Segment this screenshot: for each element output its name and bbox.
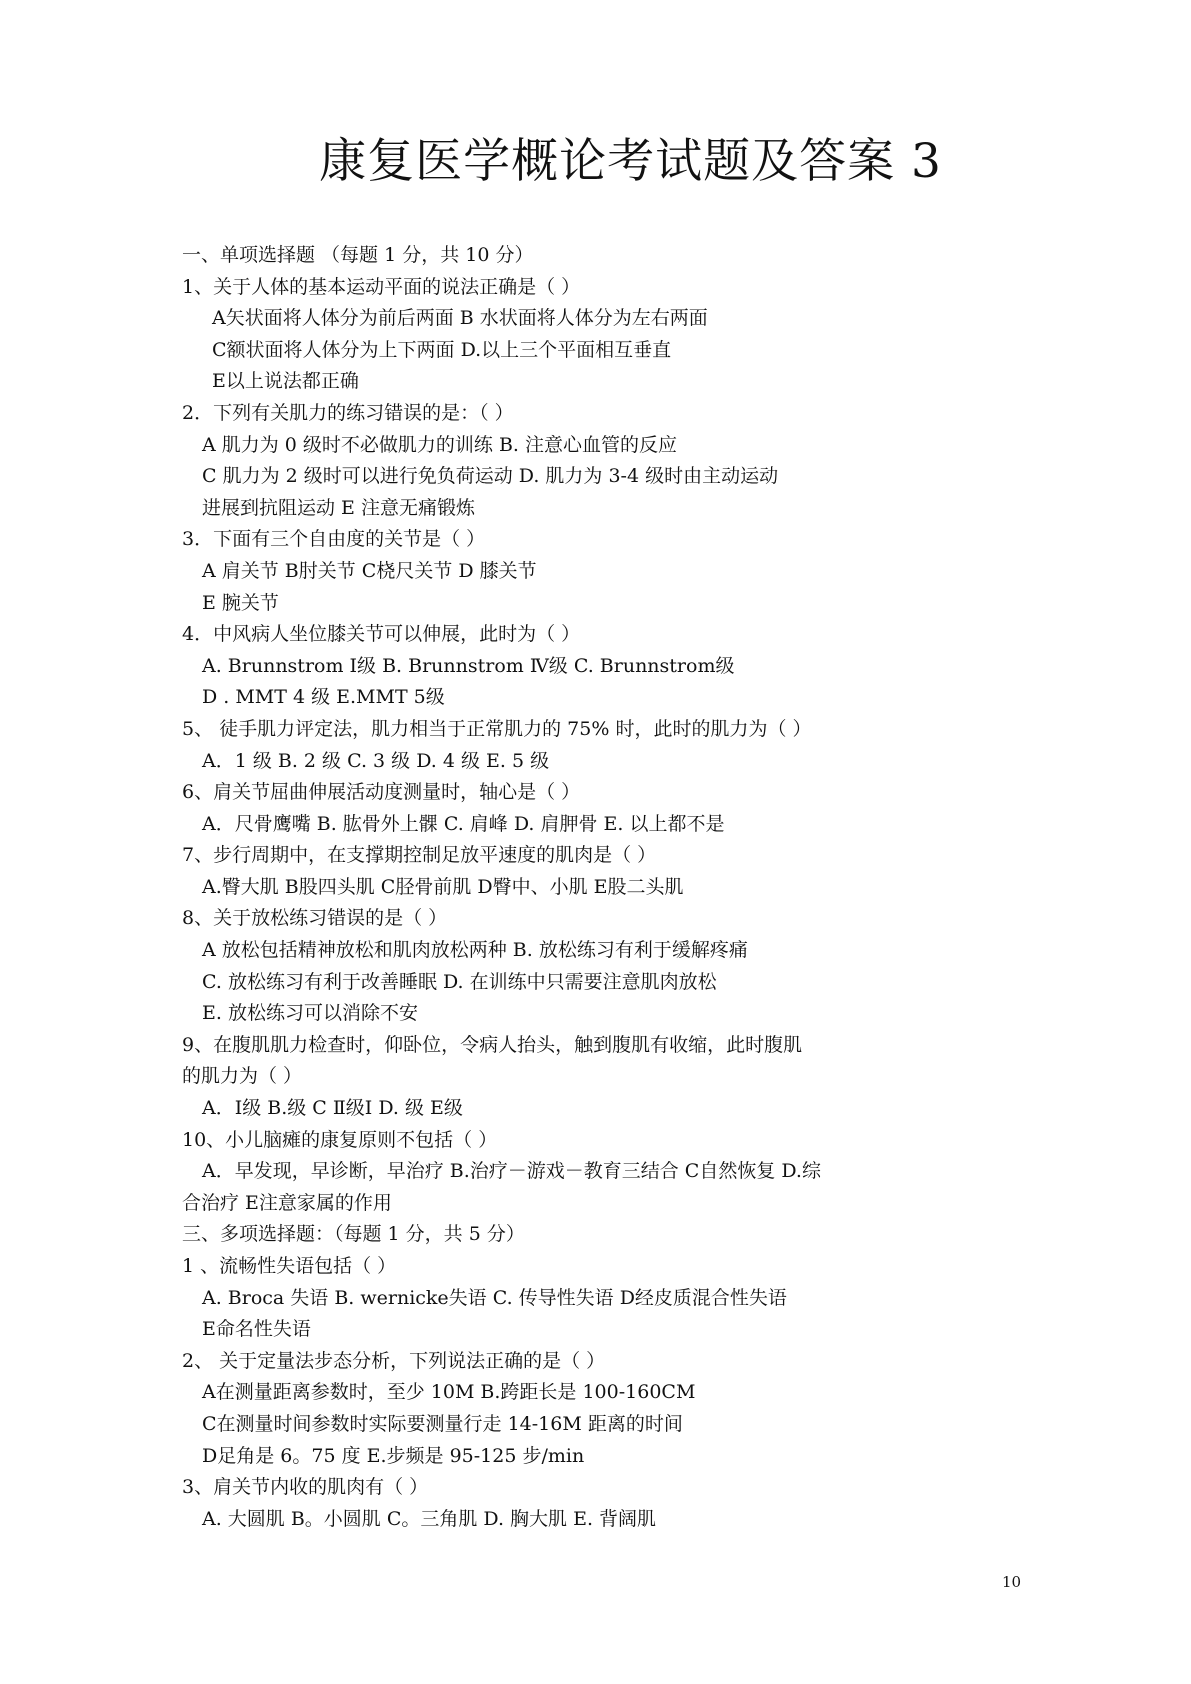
text-line: E以上说法都正确 <box>212 370 359 393</box>
text-line: C额状面将人体分为上下两面 D.以上三个平面相互垂直 <box>212 338 672 361</box>
text-line: A. Brunnstrom Ⅰ级 B. Brunnstrom Ⅳ级 C. Brunnstrom级 <box>202 654 735 677</box>
text-line: E命名性失语 <box>202 1318 311 1341</box>
text-line: 8、关于放松练习错误的是（ ） <box>182 907 448 930</box>
text-line: A．早发现，早诊断，早治疗 B.治疗－游戏－教育三结合 C自然恢复 D.综 <box>202 1160 821 1183</box>
text-line: A．Ⅰ级 B.级 C Ⅱ级Ⅰ D. 级 E级 <box>202 1097 463 1120</box>
text-line: A 放松包括精神放松和肌肉放松两种 B. 放松练习有利于缓解疼痛 <box>202 939 748 962</box>
page-title: 康复医学概论考试题及答案 3 <box>319 134 942 189</box>
text-line: 10、小儿脑瘫的康复原则不包括（ ） <box>182 1128 498 1151</box>
text-line: C. 放松练习有利于改善睡眠 D. 在训练中只需要注意肌肉放松 <box>202 970 717 993</box>
page-number: 10 <box>1002 1573 1022 1591</box>
text-line: A. 大圆肌 B。小圆肌 C。三角肌 D. 胸大肌 E. 背阔肌 <box>202 1507 657 1530</box>
text-line: 3、肩关节内收的肌肉有（ ） <box>182 1476 429 1499</box>
text-line: 2、 关于定量法步态分析，下列说法正确的是（ ） <box>182 1349 606 1372</box>
text-line: 9、在腹肌肌力检查时，仰卧位，令病人抬头，触到腹肌有收缩，此时腹肌 <box>182 1033 803 1056</box>
text-line: A.臀大肌 B股四头肌 C胫骨前肌 D臀中、小肌 E股二头肌 <box>202 875 684 898</box>
text-line: 进展到抗阻运动 E 注意无痛锻炼 <box>202 496 475 519</box>
text-line: 三、多项选择题：（每题 1 分，共 5 分） <box>182 1223 525 1246</box>
text-line: A在测量距离参数时，至少 10M B.跨距长是 100-160CM <box>202 1381 696 1404</box>
text-line: 一、单项选择题 （每题 1 分，共 10 分） <box>182 244 534 266</box>
text-line: C 肌力为 2 级时可以进行免负荷运动 D. 肌力为 3-4 级时由主动运动 <box>202 465 779 488</box>
text-line: 6、肩关节屈曲伸展活动度测量时，轴心是（ ） <box>182 781 581 804</box>
text-line: 5、 徒手肌力评定法，肌力相当于正常肌力的 75% 时，此时的肌力为（ ） <box>182 717 812 740</box>
text-line: A矢状面将人体分为前后两面 B 水状面将人体分为左右两面 <box>212 307 708 330</box>
text-line: 1 、流畅性失语包括（ ） <box>182 1255 397 1277</box>
text-line: 2．下列有关肌力的练习错误的是：（ ） <box>182 401 514 424</box>
text-line: 7、步行周期中，在支撑期控制足放平速度的肌肉是（ ） <box>182 844 657 867</box>
text-line: 4．中风病人坐位膝关节可以伸展，此时为（ ） <box>182 623 581 646</box>
text-line: 合治疗 E注意家属的作用 <box>182 1191 392 1214</box>
text-line: A. Broca 失语 B. wernicke失语 C. 传导性失语 D经皮质混合性失语 <box>202 1286 787 1309</box>
text-line: A 肩关节 B肘关节 C桡尺关节 D 膝关节 <box>202 559 537 582</box>
text-line: 3．下面有三个自由度的关节是（ ） <box>182 528 486 551</box>
text-line: D足角是 6。75 度 E.步频是 95-125 步/min <box>202 1444 585 1467</box>
text-line: A 肌力为 0 级时不必做肌力的训练 B. 注意心血管的反应 <box>202 433 678 456</box>
text-line: D . MMT 4 级 E.MMT 5级 <box>202 686 445 709</box>
text-line: C在测量时间参数时实际要测量行走 14-16M 距离的时间 <box>202 1412 683 1435</box>
document-body <box>182 240 982 1535</box>
text-line: A．1 级 B. 2 级 C. 3 级 D. 4 级 E. 5 级 <box>202 749 550 772</box>
text-line: E. 放松练习可以消除不安 <box>202 1002 418 1025</box>
text-line: 1、关于人体的基本运动平面的说法正确是（ ） <box>182 275 581 298</box>
text-line: 的肌力为（ ） <box>182 1065 303 1088</box>
text-line: E 腕关节 <box>202 591 279 614</box>
text-line: A．尺骨鹰嘴 B. 肱骨外上髁 C. 肩峰 D. 肩胛骨 E. 以上都不是 <box>202 812 725 835</box>
